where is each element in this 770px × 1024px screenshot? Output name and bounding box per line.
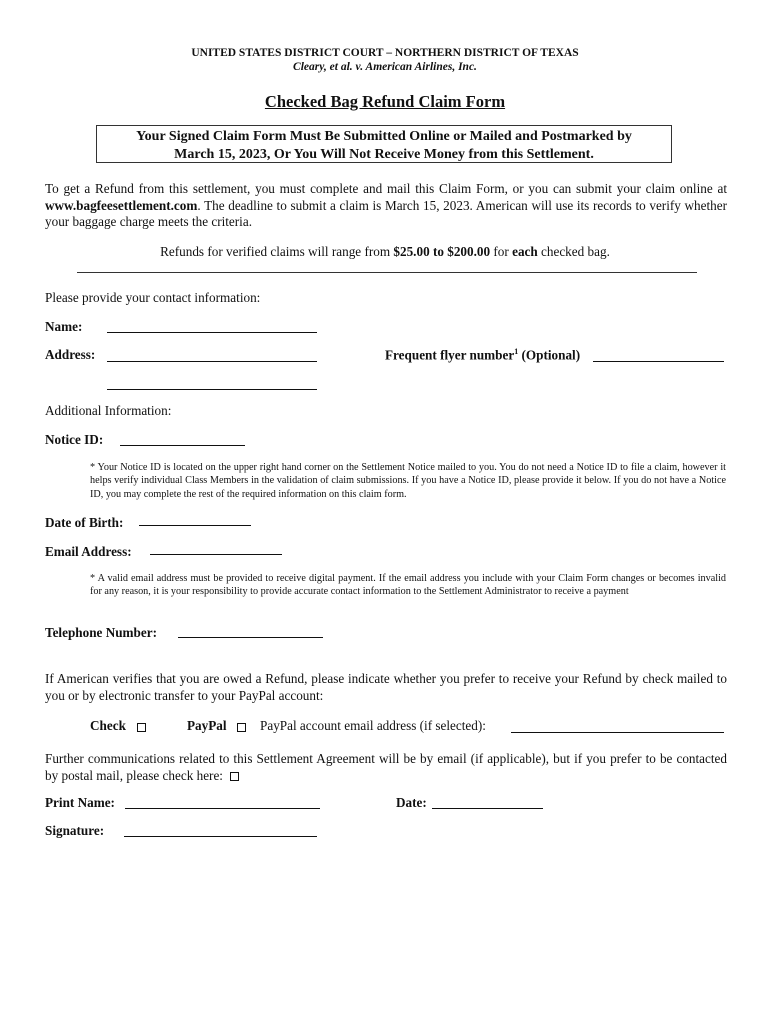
email-label: Email Address: [45,544,132,559]
payment-preference-text: If American verifies that you are owed a Refund, please indicate whether you prefer to receive your Refund by check mailed to you or by electronic transfer to your PayPal account: [45,671,727,703]
paypal-email-field[interactable] [511,732,724,733]
address-field-line-2[interactable] [107,389,317,390]
case-caption: Cleary, et al. v. American Airlines, Inc. [293,61,477,73]
refund-range-mid: for [490,244,513,259]
paypal-option-checkbox[interactable] [237,723,246,732]
refund-range-post: checked bag. [537,244,610,259]
email-field[interactable] [150,554,282,555]
intro-part-1: To get a Refund from this settlement, you must complete and mail this Claim Form, or you can submit your claim online at [45,181,727,196]
paypal-option-label: PayPal [187,718,227,733]
address-label: Address: [45,347,96,362]
telephone-label: Telephone Number: [45,625,157,640]
intro-part-2: . The deadline to submit a claim is March 15, 2023. American will use its records to verify whether your baggage charge meets the criteria. [45,197,727,230]
form-title: Checked Bag Refund Claim Form [264,92,506,111]
frequent-flyer-field[interactable] [593,361,724,362]
frequent-flyer-optional: (Optional) [521,347,581,363]
footnote-marker: 1 [514,347,519,356]
communications-text-body: Further communications related to this Settlement Agreement will be by email (if applicable), but if you prefer to be contacted by postal mail, please check here: [45,751,727,783]
signature-label: Signature: [45,823,105,838]
court-name: UNITED STATES DISTRICT COURT – NORTHERN DISTRICT OF TEXAS [191,47,579,59]
deadline-line-1: Your Signed Claim Form Must Be Submitted Online or Mailed and Postmarked by [136,129,632,144]
date-field[interactable] [432,808,543,809]
check-option-checkbox[interactable] [137,723,146,732]
refund-range-text [0,244,770,260]
contact-heading: Please provide your contact information: [45,290,261,305]
settlement-website-link[interactable]: www.bagfeesettlement.com [45,197,198,213]
intro-paragraph [45,181,727,231]
communications-text [45,751,727,784]
refund-range-amount: $25.00 to $200.00 [393,244,491,259]
deadline-notice-box [96,125,672,163]
address-field-line-1[interactable] [107,361,317,362]
refund-range-each: each [512,244,538,259]
check-option-label: Check [90,718,126,733]
postal-mail-checkbox[interactable] [230,772,239,781]
email-note: * A valid email address must be provided to receive digital payment. If the email address you include with your Claim Form changes or becomes invalid for any reason, it is your responsibility to provide accurate contact information to the Settlement Administrator to receive a payment [90,573,726,598]
name-field[interactable] [107,332,317,333]
name-label: Name: [45,319,83,334]
notice-id-note: * Your Notice ID is located on the upper right hand corner on the Settlement Notice mailed to you. You do not need a Notice ID to file a claim, however it helps verify individual Class Members in the validation of claim submissions. If you have a Notice ID, please provide it below. If you do not have a Notice ID, you may complete the rest of the required information on this claim form. [90,462,726,500]
date-of-birth-label: Date of Birth: [45,515,124,530]
refund-range-pre: Refunds for verified claims will range from [160,244,394,259]
signature-field[interactable] [124,836,317,837]
telephone-field[interactable] [178,637,323,638]
print-name-label: Print Name: [45,795,115,810]
notice-id-label: Notice ID: [45,432,104,447]
date-of-birth-field[interactable] [139,525,251,526]
notice-id-field[interactable] [120,445,245,446]
deadline-line-2: March 15, 2023, Or You Will Not Receive Money from this Settlement. [174,147,594,162]
print-name-field[interactable] [125,808,320,809]
frequent-flyer-label [385,347,580,363]
section-divider [77,272,697,273]
additional-info-heading: Additional Information: [45,403,172,418]
date-label: Date: [396,795,427,810]
paypal-email-label: PayPal account email address (if selected): [260,718,486,733]
frequent-flyer-label-text: Frequent flyer number [385,347,515,363]
